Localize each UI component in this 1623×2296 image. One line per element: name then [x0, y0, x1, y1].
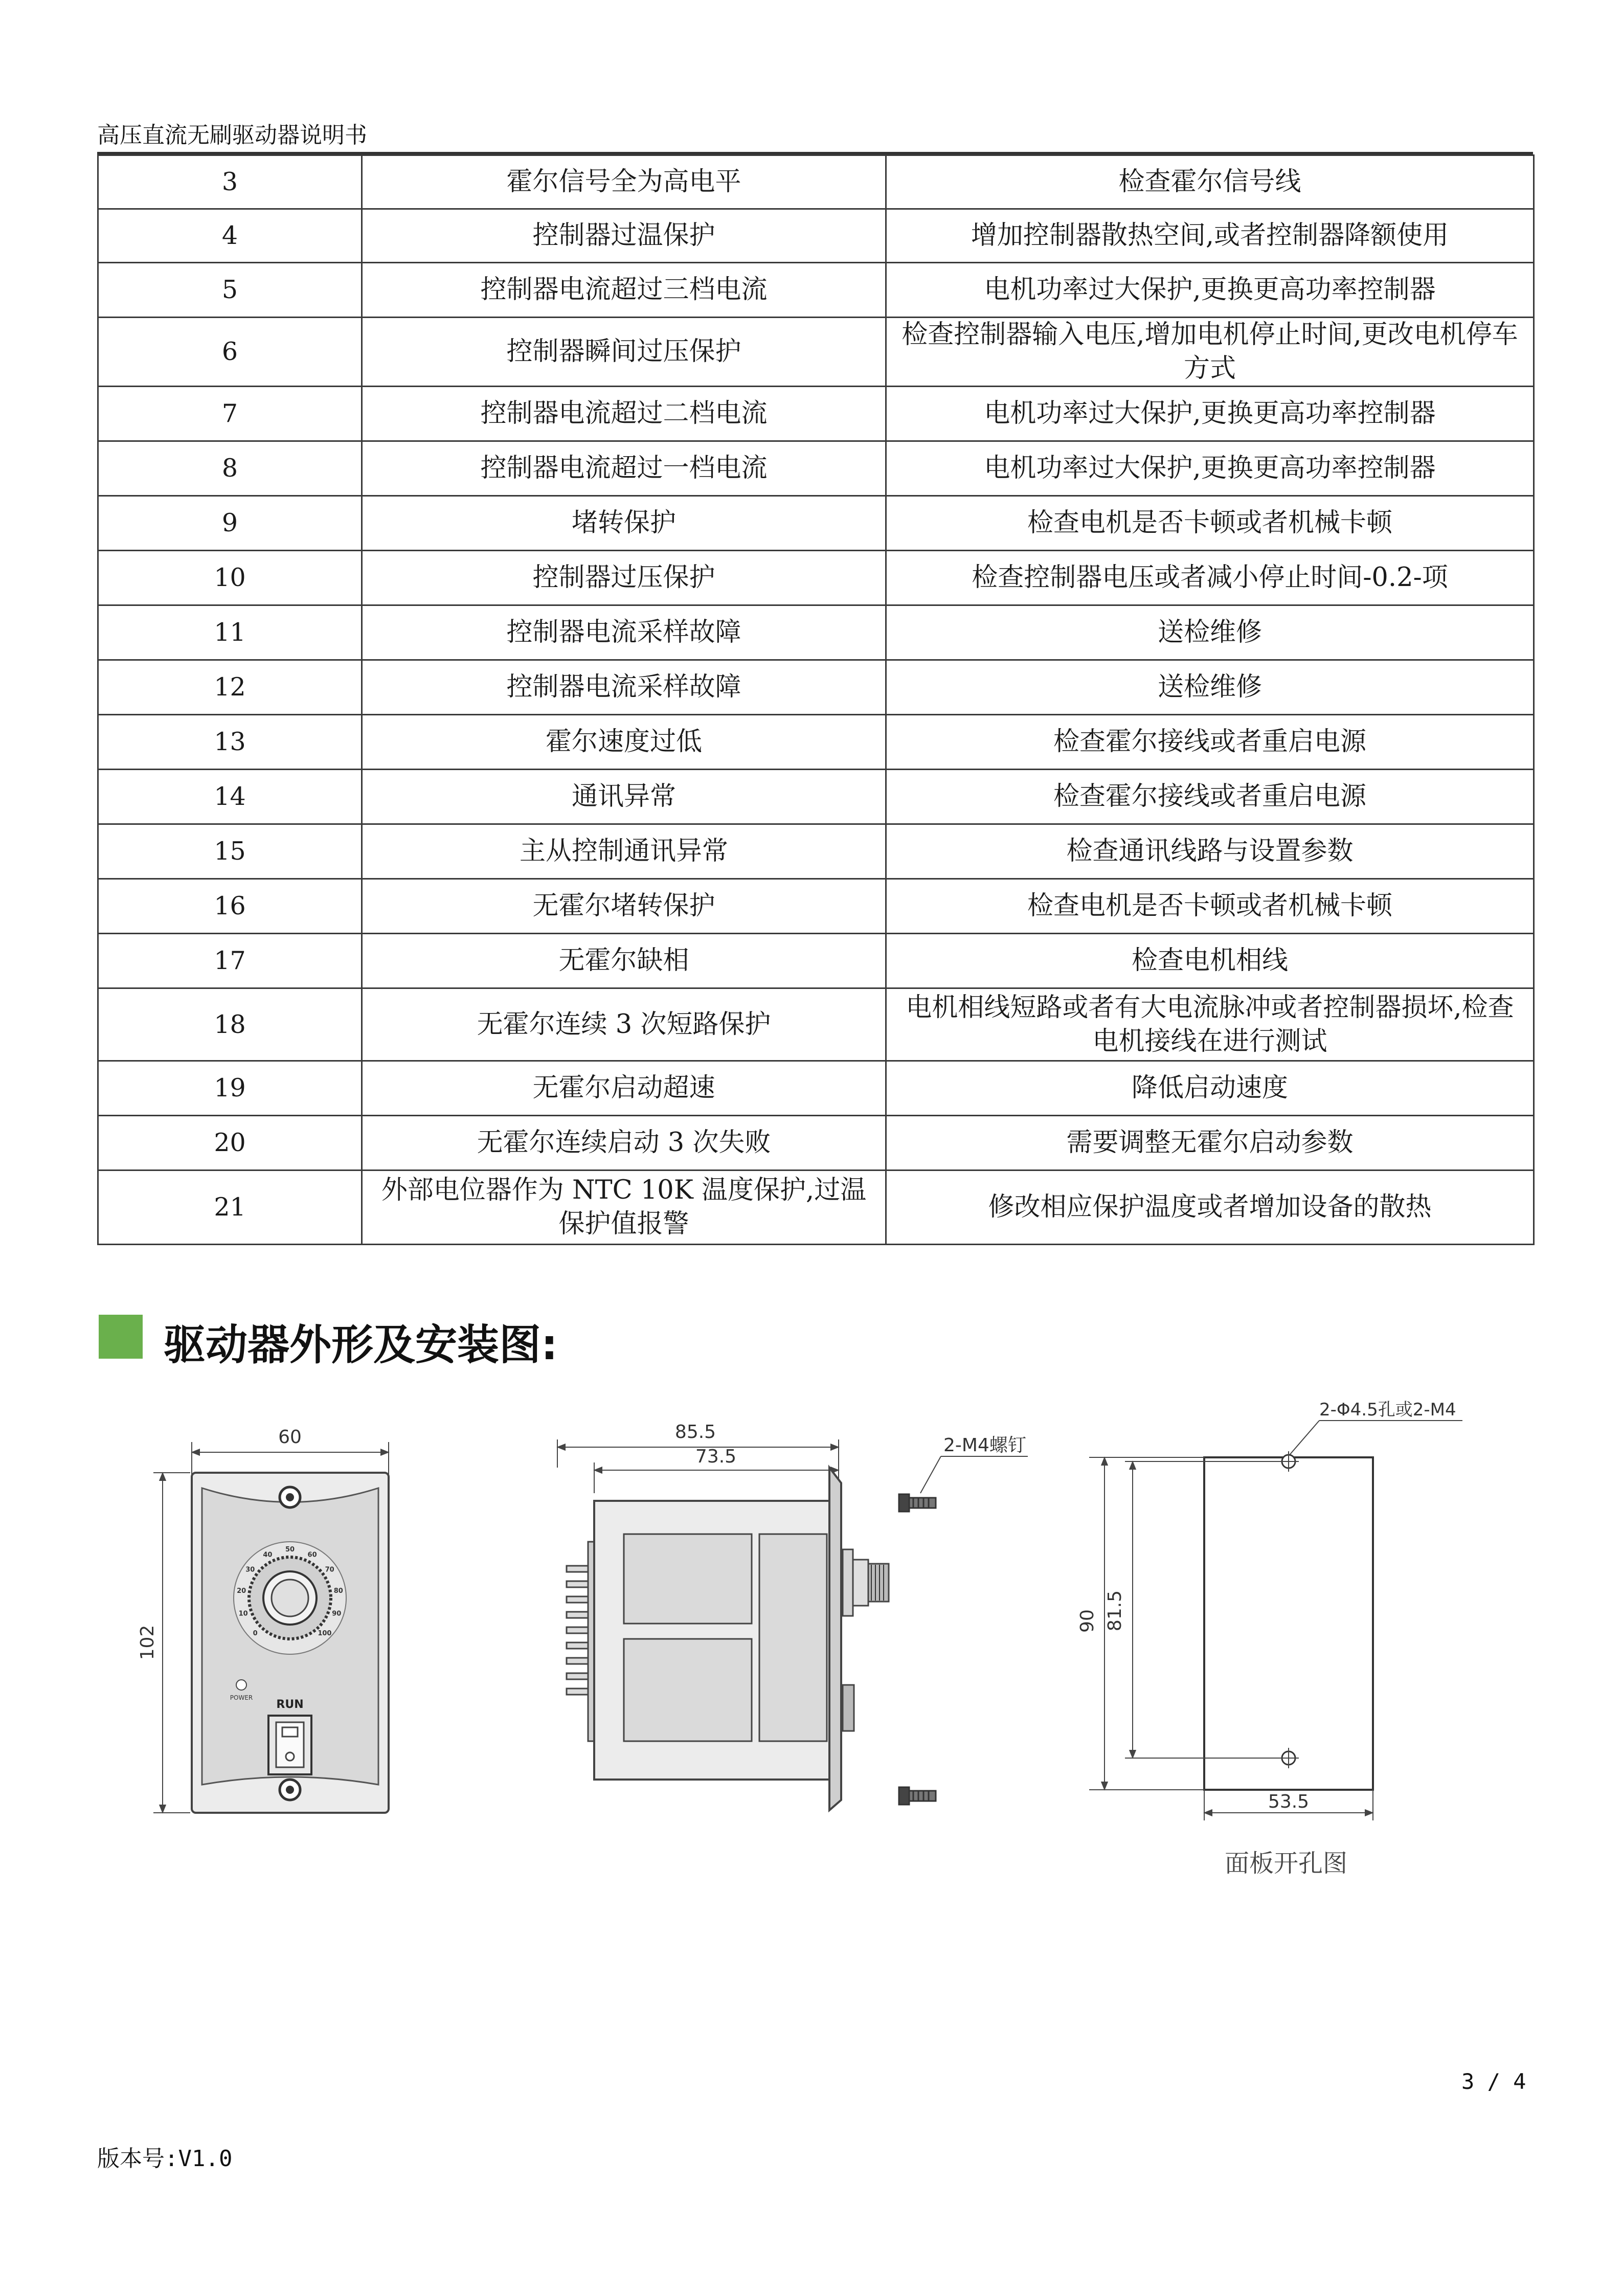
fault-code-cell: 17	[98, 934, 362, 988]
table-row	[98, 551, 1534, 605]
section-heading: 驱动器外形及安装图:	[164, 1321, 558, 1369]
front-view	[137, 1427, 389, 1813]
table-row	[98, 441, 1534, 496]
fault-description-cell: 控制器电流采样故障	[362, 605, 886, 660]
fault-description-cell: 主从控制通讯异常	[362, 824, 886, 879]
remedy-cell: 送检维修	[886, 660, 1534, 715]
fault-description-cell: 控制器过压保护	[362, 551, 886, 605]
remedy-cell: 检查电机是否卡顿或者机械卡顿	[886, 879, 1534, 934]
table-row	[98, 155, 1534, 209]
fault-code-cell: 5	[98, 263, 362, 318]
fault-code-cell: 20	[98, 1116, 362, 1170]
fault-code-cell: 12	[98, 660, 362, 715]
screw-top	[899, 1494, 936, 1512]
table-row	[98, 209, 1534, 263]
remedy-cell: 检查霍尔接线或者重启电源	[886, 715, 1534, 770]
fault-code-cell: 6	[98, 318, 362, 387]
side-body-dim: 73.5	[695, 1446, 737, 1467]
fault-description-cell: 无霍尔缺相	[362, 934, 886, 988]
table-row	[98, 824, 1534, 879]
fault-code-cell: 7	[98, 387, 362, 441]
fault-code-cell: 10	[98, 551, 362, 605]
document-title: 高压直流无刷驱动器说明书	[97, 122, 367, 148]
cutout-outer-height-dim: 90	[1077, 1609, 1098, 1633]
fault-code-cell: 15	[98, 824, 362, 879]
fault-code-cell: 21	[98, 1170, 362, 1245]
table-row	[98, 387, 1534, 441]
dial-tick-label: 50	[285, 1546, 295, 1554]
fault-description-cell: 控制器电流采样故障	[362, 660, 886, 715]
fault-code-cell: 19	[98, 1061, 362, 1116]
fault-code-cell: 13	[98, 715, 362, 770]
dial-tick-label: 30	[245, 1566, 255, 1574]
cutout-caption: 面板开孔图	[1224, 1849, 1348, 1878]
installation-drawing	[0, 1381, 1623, 1923]
screw-callout: 2-M4螺钉	[943, 1435, 1026, 1456]
remedy-cell: 修改相应保护温度或者增加设备的散热	[886, 1170, 1534, 1245]
table-row	[98, 1061, 1534, 1116]
remedy-cell: 降低启动速度	[886, 1061, 1534, 1116]
fault-description-cell: 控制器电流超过二档电流	[362, 387, 886, 441]
dial-tick-label: 90	[332, 1610, 342, 1618]
fault-code-cell: 14	[98, 770, 362, 824]
fault-description-cell: 无霍尔启动超速	[362, 1061, 886, 1116]
fault-description-cell: 通讯异常	[362, 770, 886, 824]
remedy-cell: 电机相线短路或者有大电流脉冲或者控制器损坏,检查电机接线在进行测试	[886, 988, 1534, 1061]
fault-description-cell: 无霍尔连续 3 次短路保护	[362, 988, 886, 1061]
table-row	[98, 605, 1534, 660]
dial-tick-label: 10	[238, 1610, 248, 1618]
table-row	[98, 988, 1534, 1061]
fault-code-cell: 8	[98, 441, 362, 496]
dial-tick-label: 100	[318, 1629, 332, 1637]
fault-description-cell: 堵转保护	[362, 496, 886, 551]
fault-code-cell: 4	[98, 209, 362, 263]
fault-description-cell: 控制器电流超过一档电流	[362, 441, 886, 496]
section-marker-square	[99, 1315, 143, 1359]
dial-tick-label: 60	[307, 1551, 317, 1559]
dial-tick-label: 40	[263, 1551, 273, 1559]
table-row	[98, 934, 1534, 988]
remedy-cell: 检查电机相线	[886, 934, 1534, 988]
power-indicator-label: POWER	[230, 1694, 253, 1701]
table-row	[98, 1170, 1534, 1245]
hole-callout: 2-Φ4.5孔或2-M4	[1319, 1400, 1456, 1420]
front-width-dim: 60	[278, 1427, 302, 1448]
dial-tick-label: 20	[237, 1587, 246, 1595]
fault-code-cell: 16	[98, 879, 362, 934]
table-row	[98, 879, 1534, 934]
dial-tick-label: 70	[325, 1566, 334, 1574]
remedy-cell: 电机功率过大保护,更换更高功率控制器	[886, 387, 1534, 441]
fault-code-cell: 9	[98, 496, 362, 551]
cutout-inner-height-dim: 81.5	[1104, 1590, 1125, 1632]
fault-description-cell: 控制器过温保护	[362, 209, 886, 263]
version-label: 版本号:V1.0	[97, 2146, 233, 2172]
dial-tick-label: 80	[333, 1587, 343, 1595]
table-row	[98, 770, 1534, 824]
fault-description-cell: 霍尔信号全为高电平	[362, 155, 886, 209]
fault-code-cell: 3	[98, 155, 362, 209]
side-overall-dim: 85.5	[674, 1422, 716, 1443]
table-row	[98, 496, 1534, 551]
table-row	[98, 660, 1534, 715]
fault-description-cell: 无霍尔堵转保护	[362, 879, 886, 934]
remedy-cell: 检查通讯线路与设置参数	[886, 824, 1534, 879]
remedy-cell: 送检维修	[886, 605, 1534, 660]
page-number: 3 / 4	[1461, 2069, 1526, 2094]
fault-description-cell: 霍尔速度过低	[362, 715, 886, 770]
screw-bottom	[899, 1787, 936, 1805]
run-switch-label: RUN	[276, 1698, 304, 1711]
fault-code-cell: 18	[98, 988, 362, 1061]
fault-code-table	[97, 154, 1535, 1245]
fault-code-cell: 11	[98, 605, 362, 660]
cutout-width-dim: 53.5	[1268, 1791, 1310, 1812]
fault-description-cell: 外部电位器作为 NTC 10K 温度保护,过温保护值报警	[362, 1170, 886, 1245]
remedy-cell: 检查控制器输入电压,增加电机停止时间,更改电机停车方式	[886, 318, 1534, 387]
table-row	[98, 263, 1534, 318]
table-row	[98, 318, 1534, 387]
remedy-cell: 检查霍尔接线或者重启电源	[886, 770, 1534, 824]
table-row	[98, 1116, 1534, 1170]
remedy-cell: 增加控制器散热空间,或者控制器降额使用	[886, 209, 1534, 263]
remedy-cell: 电机功率过大保护,更换更高功率控制器	[886, 263, 1534, 318]
table-row	[98, 715, 1534, 770]
dial-tick-label: 0	[253, 1629, 258, 1637]
side-view	[557, 1422, 1028, 1810]
fault-description-cell: 控制器瞬间过压保护	[362, 318, 886, 387]
fault-description-cell: 控制器电流超过三档电流	[362, 263, 886, 318]
remedy-cell: 需要调整无霍尔启动参数	[886, 1116, 1534, 1170]
panel-cutout-view	[1077, 1400, 1462, 1878]
remedy-cell: 检查电机是否卡顿或者机械卡顿	[886, 496, 1534, 551]
front-height-dim: 102	[137, 1625, 158, 1660]
remedy-cell: 检查控制器电压或者减小停止时间-0.2-项	[886, 551, 1534, 605]
remedy-cell: 检查霍尔信号线	[886, 155, 1534, 209]
remedy-cell: 电机功率过大保护,更换更高功率控制器	[886, 441, 1534, 496]
fault-description-cell: 无霍尔连续启动 3 次失败	[362, 1116, 886, 1170]
